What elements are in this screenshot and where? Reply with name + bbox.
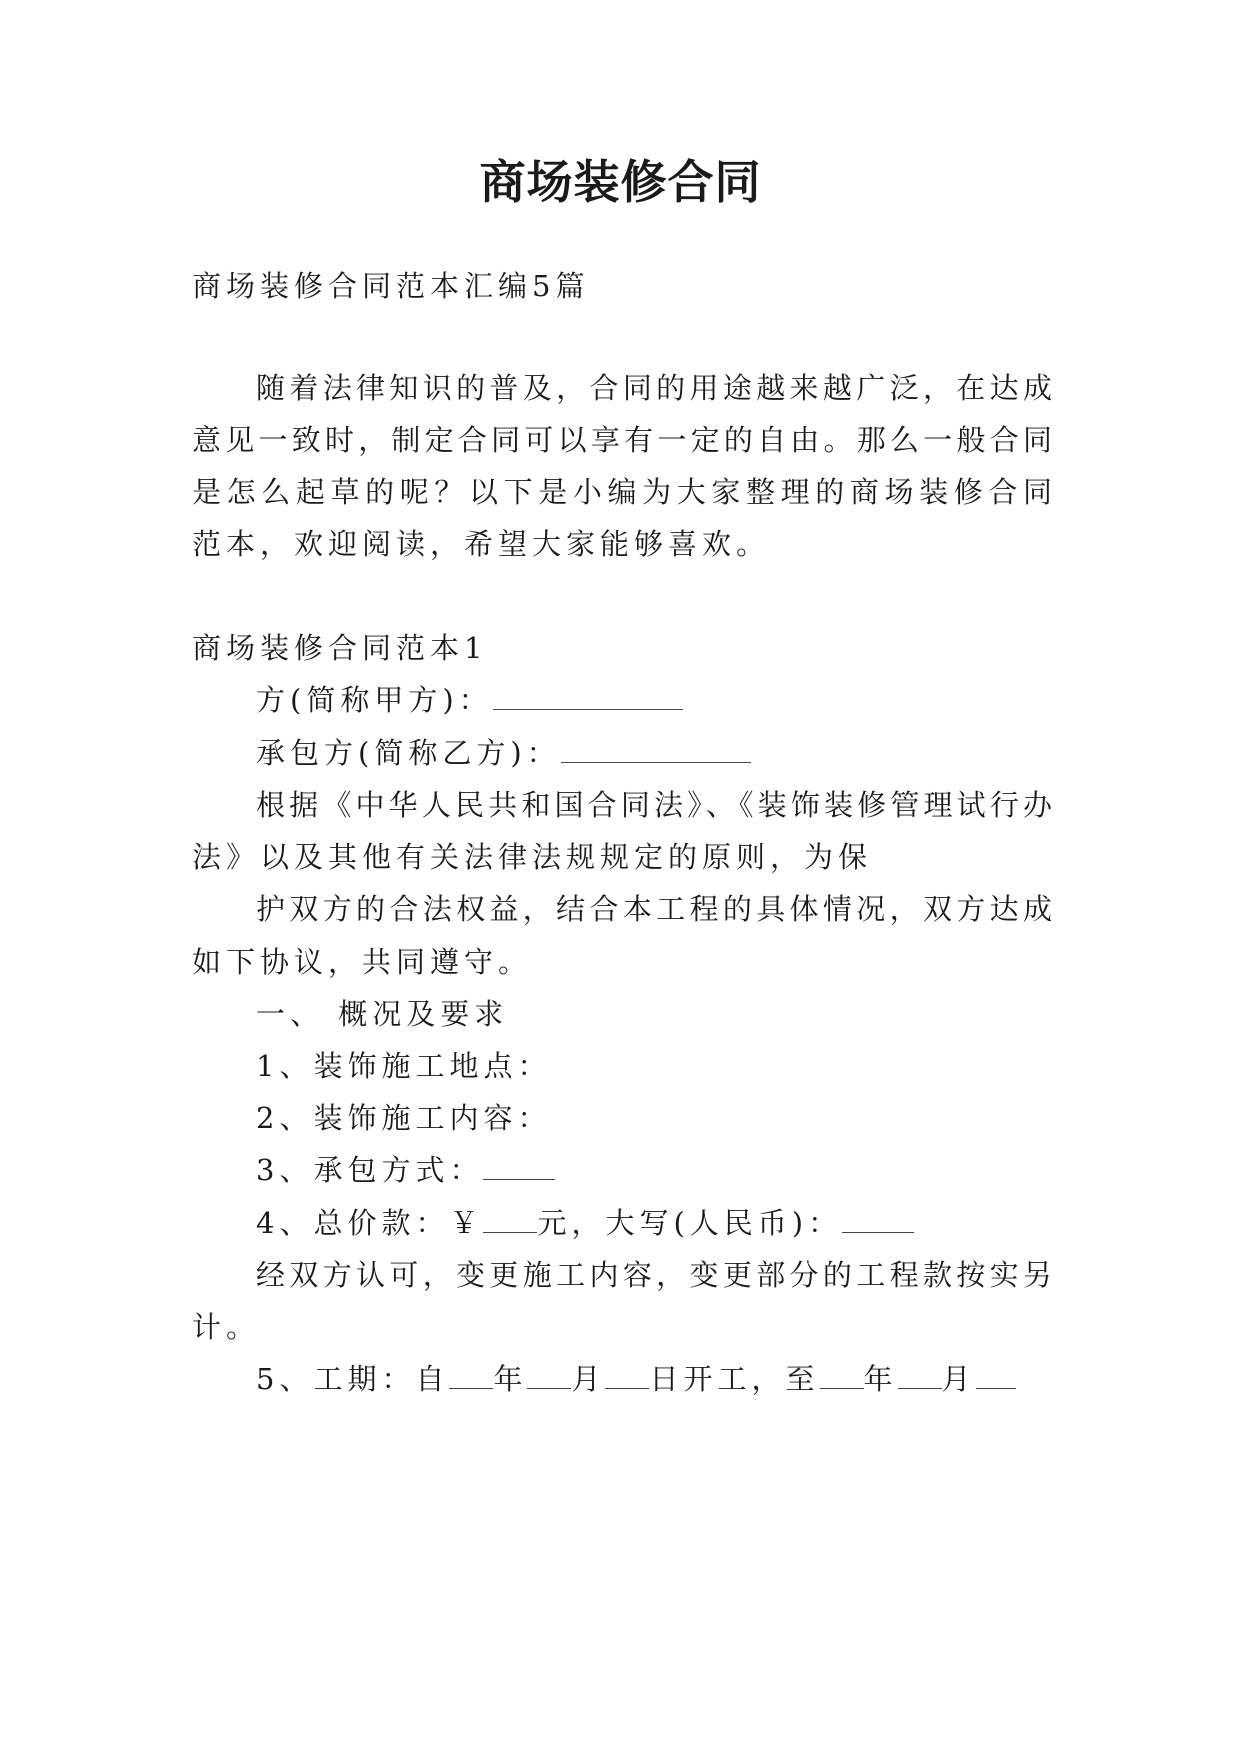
party-a-line: [256, 680, 1052, 720]
basis-line-1: 根据《中华人民共和国合同法》、《装饰装修管理试行办: [256, 788, 1052, 822]
start-month-label: 月: [571, 1362, 606, 1396]
price-capital-blank: [842, 1204, 914, 1233]
item-4-yuan: 元，大写(人民币)：: [537, 1206, 843, 1240]
protect-line-1: 护双方的合法权益，结合本工程的具体情况，双方达成: [256, 892, 1052, 926]
start-year-label: 年: [493, 1362, 528, 1396]
section-heading: 商场装修合同范本1: [192, 631, 488, 665]
item-1: 1、装饰施工地点：: [256, 1049, 552, 1083]
item-3-blank: [483, 1151, 555, 1180]
start-day-blank: [605, 1360, 649, 1389]
party-b-label: 承包方(简称乙方)：: [256, 736, 561, 770]
party-b-blank: [561, 734, 751, 763]
change-line-1: 经双方认可，变更施工内容，变更部分的工程款按实另: [256, 1258, 1052, 1292]
start-month-blank: [527, 1360, 571, 1389]
party-a-label: 方(简称甲方)：: [256, 683, 493, 717]
item-5-label: 5、工期：自: [256, 1362, 450, 1396]
chapter-one-heading: 一、 概况及要求: [256, 997, 509, 1031]
document-subtitle: 商场装修合同范本汇编5篇: [192, 269, 590, 303]
end-day-blank: [976, 1360, 1016, 1389]
change-line-2: 计。: [192, 1310, 261, 1344]
end-month-blank: [898, 1360, 942, 1389]
intro-line-1: 随着法律知识的普及，合同的用途越来越广泛，在达成: [256, 371, 1052, 405]
protect-line-2: 如下协议，共同遵守。: [192, 945, 533, 979]
end-month-label: 月: [941, 1362, 976, 1396]
intro-line-4: 范本，欢迎阅读，希望大家能够喜欢。: [192, 527, 771, 561]
end-year-label: 年: [863, 1362, 898, 1396]
document-title: 商场装修合同: [479, 155, 762, 209]
item-3-line: [256, 1150, 1052, 1190]
start-year-blank: [449, 1360, 493, 1389]
party-b-line: [256, 733, 1052, 773]
item-5-line: [256, 1359, 1052, 1399]
price-blank: [483, 1204, 537, 1233]
item-3-label: 3、承包方式：: [256, 1153, 484, 1187]
start-day-label: 日开工，至: [649, 1362, 820, 1396]
end-year-blank: [820, 1360, 864, 1389]
party-a-blank: [493, 681, 683, 710]
item-4-label: 4、总价款：￥: [256, 1206, 484, 1240]
basis-line-2: 法》以及其他有关法律法规规定的原则，为保: [192, 840, 873, 874]
item-2: 2、装饰施工内容：: [256, 1101, 552, 1135]
item-4-line: [256, 1203, 1052, 1243]
intro-line-3: 是怎么起草的呢？以下是小编为大家整理的商场装修合同: [192, 475, 1052, 509]
intro-line-2: 意见一致时，制定合同可以享有一定的自由。那么一般合同: [192, 423, 1052, 457]
